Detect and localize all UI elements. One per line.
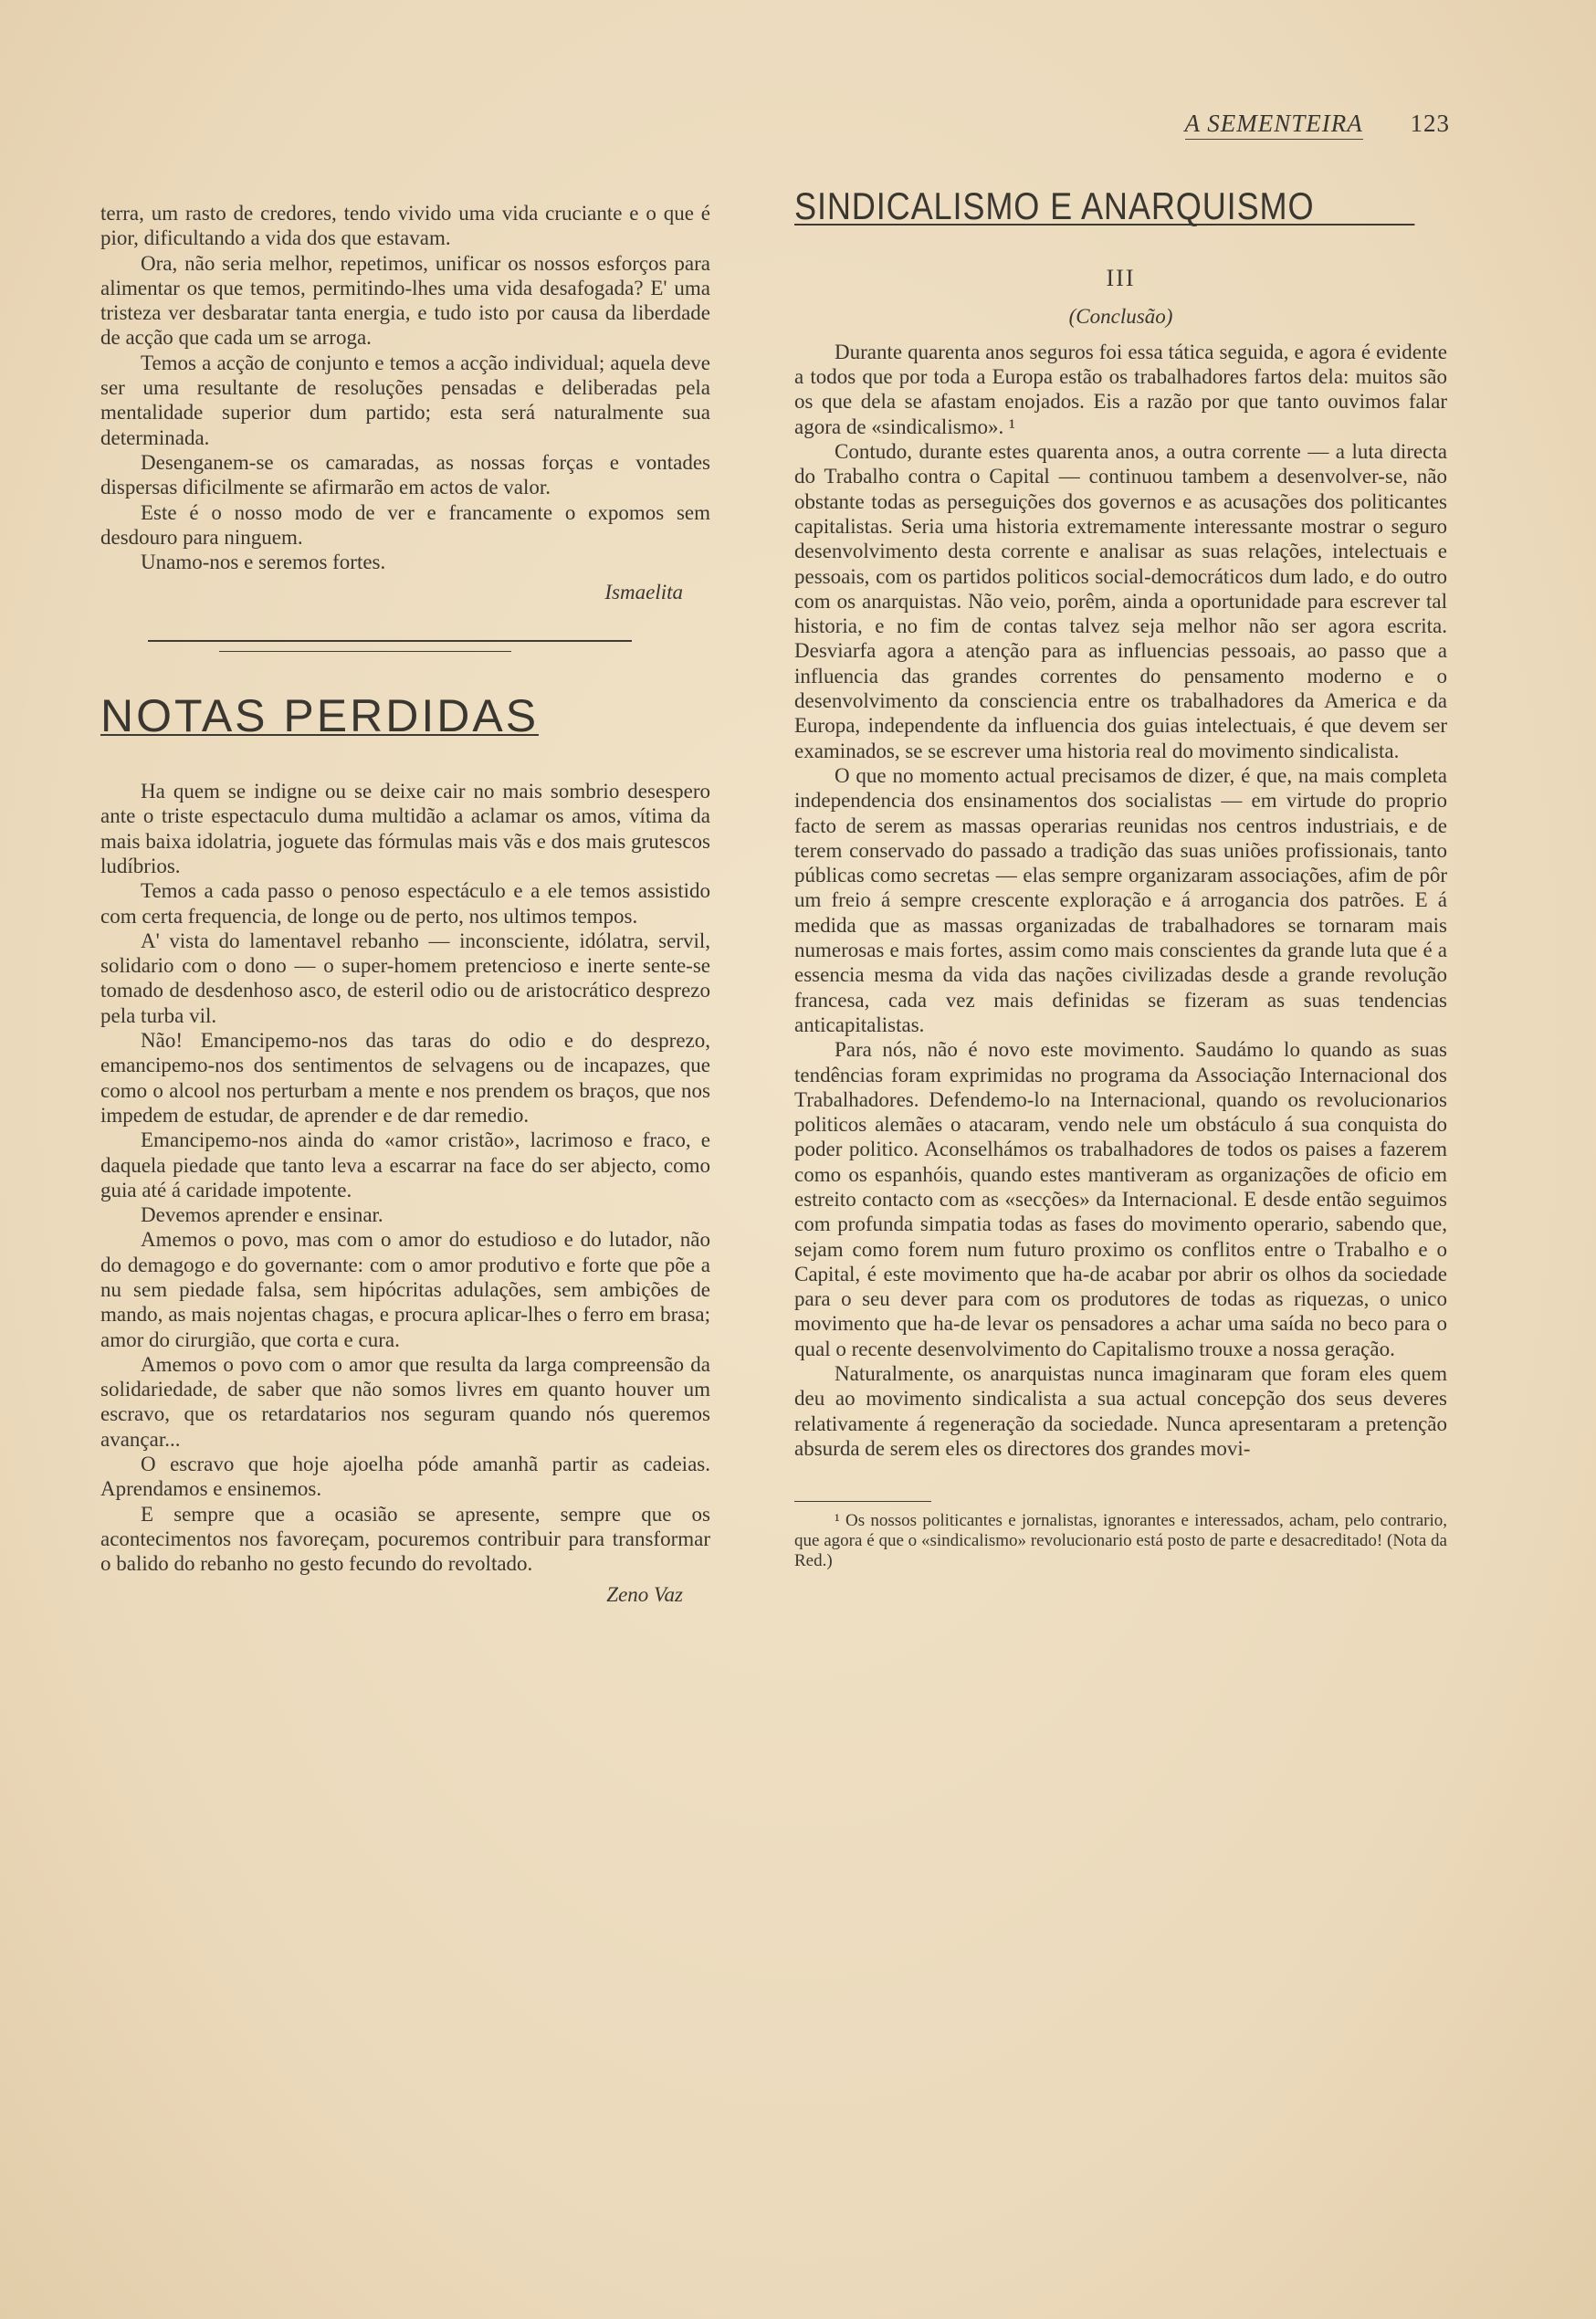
part-number: III: [1106, 265, 1136, 292]
publication-title: A SEMENTEIRA: [1185, 110, 1363, 140]
article-subtitle: (Conclusão): [1068, 304, 1173, 328]
article-paragraph: Ha quem se indigne ou se deixe cair no mais sombrio desespero ante o triste espectaculo duma multidão a aclamar os amos, vítima da mais baixa idolatria, joguete das fórmulas mais vãs e dos mais grutescos ludíbrios.: [100, 780, 710, 877]
article-title: SINDICALISMO E ANARQUISMO: [794, 194, 1414, 226]
article-paragraph: Amemos o povo com o amor que resulta da larga compreensão da solidariedade, de saber que não somos livres em quanto houver um escravo, que os retardatarios nos seguram quando nós queremos avançar...: [100, 1352, 710, 1451]
article-paragraph: Naturalmente, os anarquistas nunca imaginaram que foram eles quem deu ao movimento sindicalista a sua actual concepção dos seus deveres relativamente á regeneração da sociedade. Nunca apresentaram a pretenção absurda de serem eles os directores dos grandes movi-: [794, 1362, 1447, 1460]
article-paragraph: Para nós, não é novo este movimento. Saudámo lo quando as suas tendências foram exprimidas no programa da Associação Internacional dos Trabalhadores. Defendemo-lo na Internacional, quando os revolucionarios politicos alemães o atacaram, vendo nele um obstáculo á sua conquista do poder politico. Aconselhámos os trabalhadores de todos os paises a fazerem como os espanhóis, quando estes mantiveram as organizações de oficio em estreito contacto com as «secções» da Internacional. E desde então seguimos com profunda simpatia todas as fases do movimento operario, sabendo que, sejam como forem num futuro proximo os conflitos entre o Trabalho e o Capital, é este movimento que ha-de acabar por abrir os olhos da sociedade para o seu dever para com os produtores de todas as riquezas, o unico movimento que ha-de levar os pensadores a achar uma saída no beco para o qual o recente desenvolvimento do Capitalismo trouxe a nossa geração.: [794, 1038, 1447, 1360]
article-title: NOTAS PERDIDAS: [100, 689, 540, 741]
article-paragraph: Desenganem-se os camaradas, as nossas forças e vontades dispersas dificilmente se afirmarão em actos de valor.: [100, 450, 710, 499]
article-paragraph: terra, um rasto de credores, tendo vivido uma vida cruciante e o que é pior, dificultando a vida dos que estavam.: [100, 202, 710, 250]
article-paragraph: Temos a acção de conjunto e temos a acção individual; aquela deve ser uma resultante de resoluções pensadas e deliberadas pela mentalidade superior dum partido; esta será naturalmente sua determinada.: [100, 351, 710, 449]
article-body: [100, 779, 710, 1607]
article-paragraph: Temos a cada passo o penoso espectáculo e a ele temos assistido com certa frequencia, de longe ou de perto, nos ultimos tempos.: [100, 879, 710, 928]
left-column: [100, 201, 710, 1607]
article-paragraph: Amemos o povo, mas com o amor do estudioso e do lutador, não do demagogo e do governante: com o amor produtivo e forte que põe a nu sem piedade falsa, sem hipócritas adulações, sem ambições de mando, as mais nojentas chagas, e procura aplicar-lhes o ferro em brasa; amor do cirurgião, que corta e cura.: [100, 1228, 710, 1351]
article-paragraph: O que no momento actual precisamos de dizer, é que, na mais completa independencia dos ensinamentos dos socialistas — em virtude do proprio facto de serem as massas operarias reunidas nos centros industriais, e de terem conservado do passado a tradição das suas uniões profissionais, tanto públicas como secretas — elas sempre organizaram associações, afim de pôr um freio á sempre crescente exploração e á arrogancia dos patrões. E á medida que as massas organizadas de trabalhadores se tornaram mais numerosas e mais fortes, assim como mais conscientes da grande luta que é a essencia mesma da vida das nações civilizadas desde a grande revolução francesa, cada vez mais definidas se fizeram as suas tendencias anticapitalistas.: [794, 763, 1447, 1036]
footnote: ¹ Os nossos politicantes e jornalistas, ignorantes e interessados, acham, pelo contrario, que agora é que o «sindicalismo» revolucionario está posto de parte e desacreditado! (Nota da Red.): [794, 1511, 1447, 1571]
right-column: [794, 184, 1447, 1571]
article-paragraph: Contudo, durante estes quarenta anos, a outra corrente — a luta directa do Trabalho contra o Capital — continuou tambem a desenvolver-se, não obstante todas as perseguições dos governos e as acusações dos politicantes capitalistas. Seria uma historia extremamente interessante mostrar o seguro desenvolvimento desta corrente e analisar as suas relações, intelectuais e pessoais, com os partidos politicos social-democráticos dum lado, e do outro com os anarquistas. Não veio, porêm, ainda a oportunidade para escrever tal historia, e no fim de contas talvez seja melhor não ser agora escrita. Desviarfa agora a atenção para as influencias pessoais, ao passo que a influencia das grandes correntes do pensamento moderno e o desenvolvimento da consciencia entre os trabalhadores da America e da Europa, independente da influencia dos guias intelectuais, é que devem ser examinados, se se escrever uma historia real do movimento sindicalista.: [794, 440, 1447, 762]
article-paragraph: Este é o nosso modo de ver e francamente o expomos sem desdouro para ninguem.: [100, 500, 710, 549]
footnote-divider: [794, 1501, 931, 1502]
author-signature: Zeno Vaz: [606, 1582, 683, 1606]
page-number: 123: [1410, 110, 1450, 137]
article-paragraph: Não! Emancipemo-nos das taras do odio e do desprezo, emancipemo-nos dos sentimentos de selvagens ou de incapazes, que como o alcool nos perturbam a mente e nos prendem os braços, que nos impedem de estudar, de aprender e de dar remedio.: [100, 1029, 710, 1127]
article-paragraph: Emancipemo-nos ainda do «amor cristão», lacrimoso e fraco, e daquela piedade que tanto leva a escarrar na face do ser abjecto, como guia até á caridade impotente.: [100, 1128, 710, 1201]
article-paragraph: A' vista do lamentavel rebanho — inconsciente, idólatra, servil, solidario com o dono — o super-homem pretencioso e inerte sente-se tomado de desdenhoso asco, de esteril odio ou de aristocrático desprezo pela turba vil.: [100, 929, 710, 1027]
article-paragraph: Devemos aprender e ensinar.: [141, 1203, 383, 1227]
article-paragraph: Ora, não seria melhor, repetimos, unificar os nossos esforços para alimentar os que temos, permitindo-lhes uma vida desafogada? E' uma tristeza ver desbaratar tanta energia, e tudo isto por causa da liberdade de acção que cada um se arroga.: [100, 251, 710, 350]
section-divider: [100, 631, 710, 677]
author-signature: Ismaelita: [604, 581, 683, 604]
page-header: [1185, 110, 1450, 138]
article-paragraph: Durante quarenta anos seguros foi essa tática seguida, e agora é evidente a todos que por toda a Europa estão os trabalhadores fartos dela: muitos são os que dela se afastam enojados. Eis a razão por que tanto ouvimos falar agora de «sindicalismo». ¹: [794, 340, 1447, 438]
article-paragraph: E sempre que a ocasião se apresente, sempre que os acontecimentos nos favoreçam, pocuremos contribuir para transformar o balido do rebanho no gesto fecundo do revoltado.: [100, 1502, 710, 1576]
article-paragraph: O escravo que hoje ajoelha póde amanhã partir as cadeias. Aprendamos e ensinemos.: [100, 1453, 710, 1501]
article-paragraph: Unamo-nos e seremos fortes.: [141, 551, 386, 574]
